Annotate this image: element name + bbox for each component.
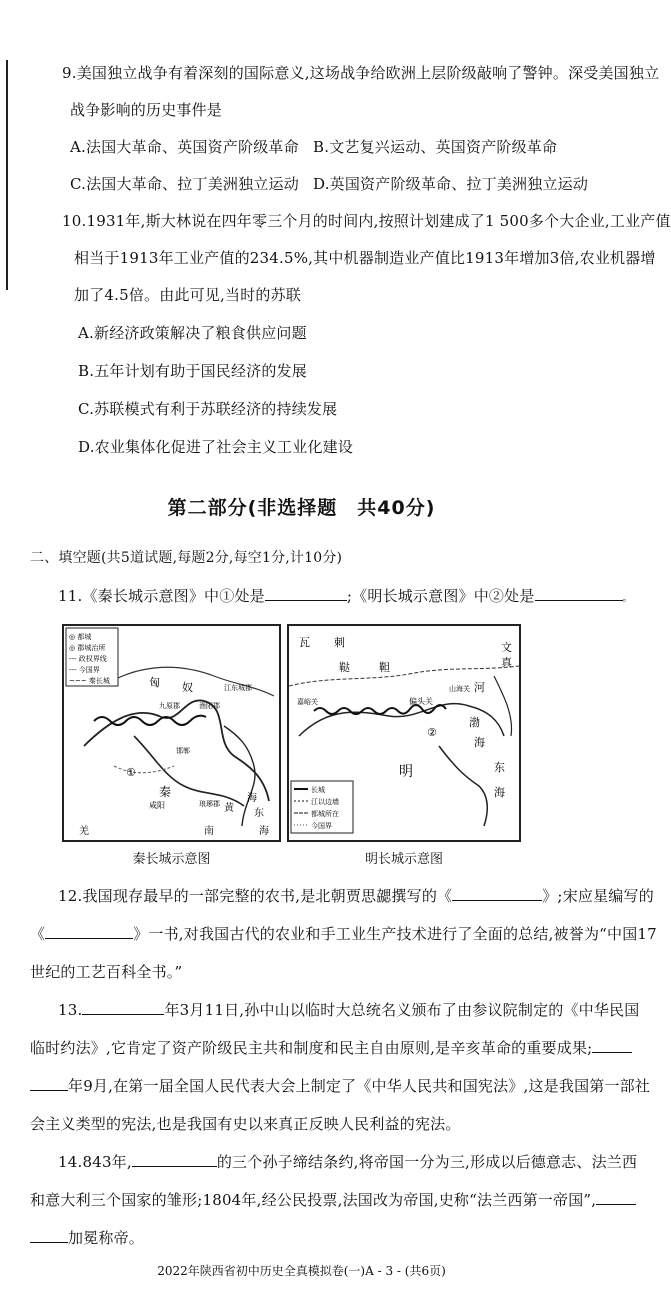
ming-label: 海	[494, 786, 505, 799]
ming-label: 嘉峪关	[297, 698, 318, 706]
ming-label: 头	[417, 697, 425, 706]
q13-text: 13.	[58, 1001, 83, 1019]
ming-label: 靼	[379, 661, 390, 674]
section-title: 第二部分(非选择题 共40分)	[167, 497, 436, 519]
page-footer: 2022年陕西省初中历史全真模拟卷(一)A - 3 - (共6页)	[157, 1264, 446, 1278]
q10-stem-line2: 相当于1913年工业产值的234.5%,其中机器制造业产值比1913年增加3倍,农业机器增	[74, 249, 656, 267]
q14-blank-2b[interactable]	[30, 1228, 68, 1243]
ming-label: 瓦	[299, 636, 310, 649]
ming-map-drawing	[289, 626, 519, 840]
ming-legend-4: 今国界	[311, 822, 332, 830]
q9-option-b: B.文艺复兴运动、英国资产阶级革命	[313, 138, 558, 156]
q14-line2	[30, 1190, 636, 1210]
q10-stem-line3: 加了4.5倍。由此可见,当时的苏联	[74, 286, 302, 304]
qin-legend-4: --- 今国界	[69, 666, 100, 674]
q9-stem-line2: 战争影响的历史事件是	[70, 101, 223, 119]
q12-line2	[30, 924, 657, 944]
q9-option-d: D.英国资产阶级革命、拉丁美洲独立运动	[313, 175, 589, 193]
q14-blank-2a[interactable]	[596, 1190, 636, 1205]
qin-label: 南	[204, 826, 214, 837]
qin-label: 九原郡	[159, 702, 180, 710]
qin-marker-1: ①	[126, 766, 136, 779]
ming-marker-2: ②	[427, 726, 437, 739]
qin-map-caption: 秦长城示意图	[132, 852, 211, 867]
ming-label: 偏	[409, 697, 417, 706]
q11-text-a: 11.《秦长城示意图》中①处是	[58, 587, 265, 605]
ming-map-caption: 明长城示意图	[364, 852, 443, 867]
q11-text-c: 。	[622, 593, 633, 604]
ming-label: 刺	[334, 636, 345, 649]
q13-line2	[30, 1038, 632, 1058]
q14-text: 14.843年,	[58, 1153, 132, 1171]
ming-label: 海	[474, 736, 485, 749]
q12-text: 》;宋应星编写的	[542, 887, 654, 905]
ming-legend-2: 江以边墙	[311, 798, 339, 806]
q13-line1	[58, 1000, 639, 1020]
q12-blank-2[interactable]	[45, 924, 133, 939]
ming-coast-north	[494, 676, 512, 736]
q11-blank-1[interactable]	[265, 586, 347, 601]
qin-map-drawing	[64, 626, 279, 840]
q13-text: 年9月,在第一届全国人民代表大会上制定了《中华人民共和国宪法》,这是我国第一部社	[68, 1077, 651, 1095]
q12-text: 》一书,对我国古代的农业和手工业生产技术进行了全面的总结,被誉为“中国17	[133, 925, 657, 943]
qin-great-wall-map	[62, 624, 281, 842]
q13-text: 临时约法》,它肯定了资产阶级民主共和制度和民主自由原则,是辛亥革命的重要成果;	[30, 1039, 593, 1057]
q14-text: 和意大利三个国家的雏形;1804年,经公民投票,法国改为帝国,史称“法兰西第一帝国”,	[30, 1191, 597, 1209]
q14-text: 加冕称帝。	[68, 1229, 145, 1247]
qin-label: 黄	[224, 803, 234, 814]
q13-line4: 会主义类型的宪法,也是我国有史以来真正反映人民利益的宪法。	[30, 1115, 461, 1133]
q13-line3	[30, 1076, 650, 1096]
q13-text: 年3月11日,孙中山以临时大总统名义颁布了由参议院制定的《中华民国	[164, 1001, 640, 1019]
q10-option-b: B.五年计划有助于国民经济的发展	[78, 362, 307, 380]
qin-label: 东	[254, 808, 264, 819]
q12-text: 《	[30, 925, 46, 943]
qin-label: 邯郸	[176, 747, 190, 755]
ming-label: 文	[501, 641, 512, 654]
q10-stem-line1: 10.1931年,斯大林说在四年零三个月的时间内,按照计划建成了1 500多个大企业,工业产值	[62, 212, 671, 230]
binding-margin-line	[6, 60, 8, 290]
q12-blank-1[interactable]	[452, 886, 542, 901]
q10-option-a: A.新经济政策解决了粮食供应问题	[78, 324, 307, 342]
q9-option-a: A.法国大革命、英国资产阶级革命	[70, 138, 299, 156]
q9-stem-line1: 9.美国独立战争有着深刻的国际意义,这场战争给欧洲上层阶级敲响了警钟。深受美国独立	[62, 64, 660, 82]
qin-label: 渔阳郡	[199, 702, 220, 710]
ming-label: 渤	[469, 716, 480, 729]
q10-option-d: D.农业集体化促进了社会主义工业化建设	[78, 438, 354, 456]
ming-label: 鞑	[339, 661, 350, 674]
qin-label: 奴	[182, 681, 193, 694]
q14-text: 的三个孙子缔结条约,将帝国一分为三,形成以后德意志、法兰西	[216, 1153, 638, 1171]
qin-legend-5: ~~~ 秦长城	[69, 677, 110, 685]
q14-line3	[30, 1228, 144, 1248]
ming-legend-3: 都城所在	[311, 810, 339, 818]
qin-label: 江东城郡	[224, 684, 252, 692]
q14-line1	[58, 1152, 637, 1172]
ming-legend-1: 长城	[311, 786, 325, 794]
qin-label: 羌	[79, 826, 89, 837]
q13-blank-2b[interactable]	[30, 1076, 68, 1091]
q13-blank-2a[interactable]	[592, 1038, 632, 1053]
ming-label: 真	[501, 656, 512, 669]
qin-label: 琅琊郡	[199, 800, 220, 808]
ming-label: 东	[494, 761, 505, 774]
q12-text: 12.我国现存最早的一部完整的农书,是北朝贾思勰撰写的《	[58, 887, 453, 905]
q11-text-b: ;《明长城示意图》中②处是	[346, 587, 535, 605]
ming-label: 关	[425, 697, 433, 706]
q9-option-c: C.法国大革命、拉丁美洲独立运动	[70, 175, 299, 193]
q11-blank-2[interactable]	[535, 586, 623, 601]
qin-label: 匈	[149, 676, 160, 689]
qin-label: 海	[259, 826, 269, 837]
q14-blank-1[interactable]	[132, 1152, 217, 1167]
q10-option-c: C.苏联模式有利于苏联经济的持续发展	[78, 400, 338, 418]
ming-label: 山海关	[449, 685, 470, 693]
qin-legend-3: --- 政权界线	[69, 655, 107, 663]
ming-coastline	[439, 746, 487, 826]
part2-heading: 二、填空题(共5道试题,每题2分,每空1分,计10分)	[30, 550, 343, 566]
ming-label: 河	[474, 681, 485, 694]
qin-label: 秦	[159, 785, 172, 799]
q13-blank-1[interactable]	[82, 1000, 164, 1015]
qin-legend-2: ◎ 郡城治所	[69, 644, 106, 652]
q12-line1	[58, 886, 654, 906]
qin-label: 咸阳	[149, 801, 165, 810]
qin-legend-1: ◎ 都城	[69, 633, 92, 641]
q11-line	[58, 586, 633, 609]
ming-label: 明	[399, 764, 413, 780]
ming-great-wall-map	[287, 624, 521, 842]
qin-label: 海	[247, 793, 257, 804]
q12-line3: 世纪的工艺百科全书。”	[30, 963, 183, 981]
